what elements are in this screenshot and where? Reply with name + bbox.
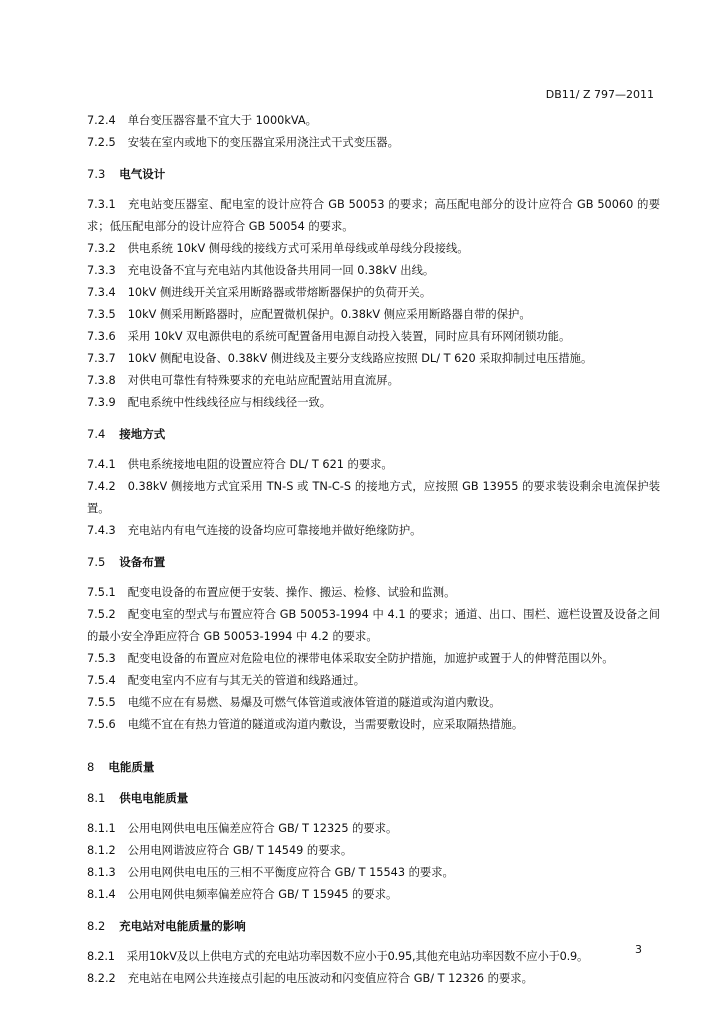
heading-8-1: 8.1 供电电能质量 bbox=[87, 791, 189, 805]
clause-8-1-3: 8.1.3 公用电网供电电压的三相不平衡度应符合 GB/ T 15543 的要求。 bbox=[87, 866, 454, 879]
clause-7-3-1: 7.3.1 充电站变压器室、配电室的设计应符合 GB 50053 的要求；高压配电部分的设计应符合 GB 50060 的要求；低压配电部分的设计应符合 GB 50054 的要求。 bbox=[87, 198, 660, 233]
page-number: 3 bbox=[635, 943, 642, 956]
clause-8-2-1: 8.2.1 采用10kV及以上供电方式的充电站功率因数不应小于0.95,其他充电站功率因数不应小于0.9。 bbox=[87, 950, 589, 963]
clause-7-5-4: 7.5.4 配变电室内不应有与其无关的管道和线路通过。 bbox=[87, 674, 365, 687]
clause-7-3-6: 7.3.6 采用 10kV 双电源供电的系统可配置备用电源自动投入装置，同时应具有环网闭锁功能。 bbox=[87, 330, 571, 343]
clause-7-5-2: 7.5.2 配变电室的型式与布置应符合 GB 50053-1994 中 4.1 的要求；通道、出口、围栏、遮栏设置及设备之间的最小安全净距应符合 GB 50053-1994 中 4.2 的要求。 bbox=[87, 608, 660, 643]
clause-8-1-2: 8.1.2 公用电网谐波应符合 GB/ T 14549 的要求。 bbox=[87, 844, 353, 857]
heading-8-2: 8.2 充电站对电能质量的影响 bbox=[87, 919, 246, 933]
clause-7-5-1: 7.5.1 配变电设备的布置应便于安装、操作、搬运、检修、试验和监测。 bbox=[87, 586, 456, 599]
clause-7-5-3: 7.5.3 配变电设备的布置应对危险电位的裸带电体采取安全防护措施，加遮护或置于人的伸臂范围以外。 bbox=[87, 652, 614, 665]
clause-7-2-4: 7.2.4 单台变压器容量不宜大于 1000kVA。 bbox=[87, 114, 317, 127]
clause-7-4-1: 7.4.1 供电系统接地电阻的设置应符合 DL/ T 621 的要求。 bbox=[87, 458, 393, 471]
clause-7-3-4: 7.3.4 10kV 侧进线开关宜采用断路器或带熔断器保护的负荷开关。 bbox=[87, 286, 432, 299]
heading-7-5: 7.5 设备布置 bbox=[87, 555, 166, 569]
document-code: DB11/ Z 797—2011 bbox=[545, 88, 654, 101]
clause-7-3-5: 7.3.5 10kV 侧采用断路器时，应配置微机保护。0.38kV 侧应采用断路器自带的保护。 bbox=[87, 308, 531, 321]
clause-7-3-2: 7.3.2 供电系统 10kV 侧母线的接线方式可采用单母线或单母线分段接线。 bbox=[87, 242, 469, 255]
chapter-8: 8 电能质量 bbox=[87, 760, 155, 774]
clause-7-3-7: 7.3.7 10kV 侧配电设备、0.38kV 侧进线及主要分支线路应按照 DL/ T 620 采取抑制过电压措施。 bbox=[87, 352, 593, 365]
clause-7-5-5: 7.5.5 电缆不应在有易燃、易爆及可燃气体管道或液体管道的隧道或沟道内敷设。 bbox=[87, 696, 501, 709]
clause-7-3-9: 7.3.9 配电系统中性线线径应与相线线径一致。 bbox=[87, 396, 332, 409]
clause-7-3-8: 7.3.8 对供电可靠性有特殊要求的充电站应配置站用直流屏。 bbox=[87, 374, 399, 387]
clause-7-2-5: 7.2.5 安装在室内或地下的变压器宜采用浇注式干式变压器。 bbox=[87, 136, 399, 149]
clause-8-2-2: 8.2.2 充电站在电网公共连接点引起的电压波动和闪变值应符合 GB/ T 12326 的要求。 bbox=[87, 972, 533, 985]
clause-8-1-4: 8.1.4 公用电网供电频率偏差应符合 GB/ T 15945 的要求。 bbox=[87, 888, 398, 901]
document-body bbox=[87, 110, 660, 990]
heading-7-4: 7.4 接地方式 bbox=[87, 427, 166, 441]
clause-7-3-3: 7.3.3 充电设备不宜与充电站内其他设备共用同一回 0.38kV 出线。 bbox=[87, 264, 435, 277]
clause-7-4-2: 7.4.2 0.38kV 侧接地方式宜采用 TN-S 或 TN-C-S 的接地方式，应按照 GB 13955 的要求装设剩余电流保护装置。 bbox=[87, 480, 660, 515]
clause-7-4-3: 7.4.3 充电站内有电气连接的设备均应可靠接地并做好绝缘防护。 bbox=[87, 524, 422, 537]
clause-8-1-1: 8.1.1 公用电网供电电压偏差应符合 GB/ T 12325 的要求。 bbox=[87, 822, 398, 835]
heading-7-3: 7.3 电气设计 bbox=[87, 167, 166, 181]
clause-7-5-6: 7.5.6 电缆不宜在有热力管道的隧道或沟道内敷设，当需要敷设时，应采取隔热措施。 bbox=[87, 718, 524, 731]
